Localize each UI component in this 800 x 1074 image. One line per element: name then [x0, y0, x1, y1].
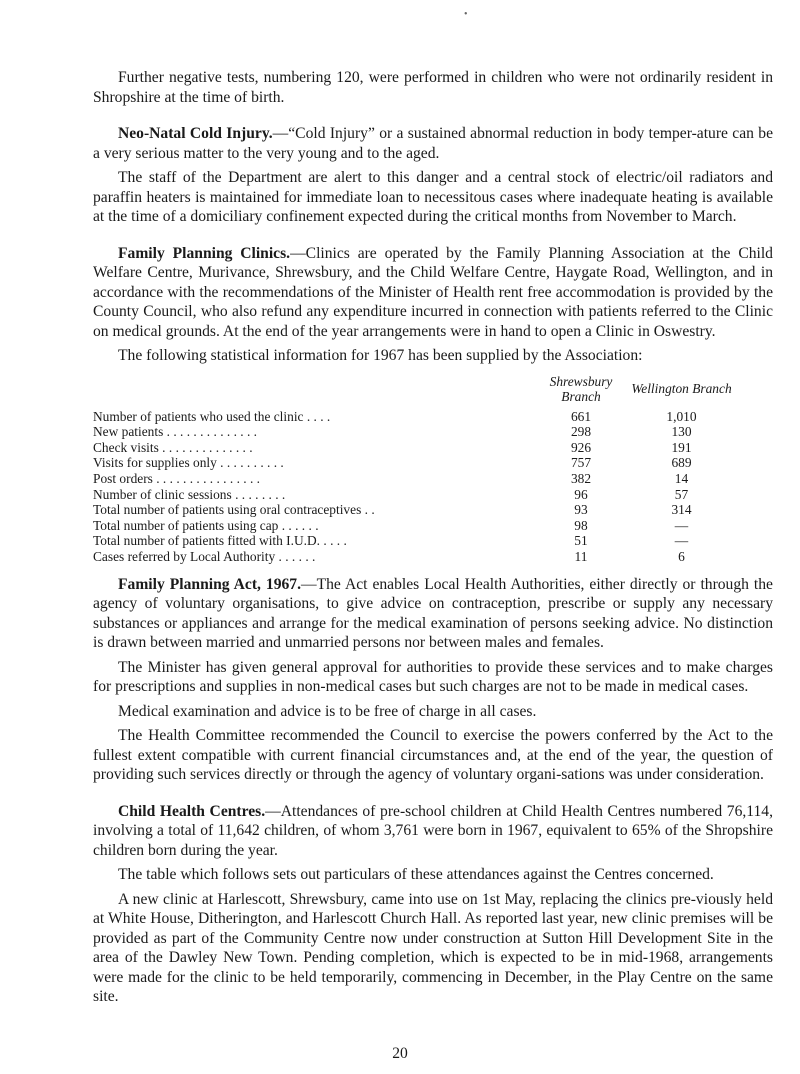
value-wellington: — [674, 533, 689, 549]
col-header-wellington: Wellington Branch [631, 381, 732, 397]
paragraph-act-4: The Health Committee recommended the Council to exercise the powers conferred by the Act to the fullest extent compatible with current financial circumstances and, at the end of the year, the question of providing such services directly or through the agency of voluntary organi-sations was under consideration. [93, 727, 773, 784]
value-shrewsbury: 51 [574, 533, 588, 549]
paragraph-centres-3: A new clinic at Harlescott, Shrewsbury, came into use on 1st May, replacing the clinics pre-viously held at White House, Ditherington, and Harlescott Church Hall. As reported last year, new clinic premises will be provided as part of the Community Centre now under construction at Sutton Hill Development Site in the area of the Dawley New Town. Pending completion, which is expected to be in mid-1968, arrangements were made for the clinic to be held temporarily, commencing in December, in the Play Centre on the same site. [93, 890, 773, 1006]
paragraph-act-3: Medical examination and advice is to be free of charge in all cases. [118, 702, 537, 720]
table-body [93, 409, 734, 565]
row-label: Check visits . . . . . . . . . . . . . . [93, 439, 253, 455]
value-shrewsbury: 93 [574, 502, 588, 518]
table-row [93, 409, 734, 425]
row-label: Total number of patients fitted with I.U.D. . . . . [93, 533, 347, 549]
row-label: Number of clinic sessions . . . . . . . . [93, 486, 286, 502]
value-shrewsbury: 98 [574, 517, 588, 533]
value-wellington: 57 [674, 486, 689, 502]
value-wellington: 6 [678, 549, 685, 565]
value-wellington: 191 [671, 439, 692, 455]
paragraph-centres-2: The table which follows sets out particulars of these attendances against the Centres concerned. [118, 866, 714, 884]
paragraph-act [93, 575, 773, 653]
col-header-shrewsbury: Shrewsbury Branch [549, 373, 613, 405]
value-wellington: 1,010 [666, 408, 697, 424]
paragraph-neonatal-2: The staff of the Department are alert to this danger and a central stock of electric/oil radiators and paraffin heaters is maintained for immediate loan to necessitous cases where inadequate heating is available at the time of a domiciliary confinement expected during the critical months from November to March. [93, 169, 773, 225]
table-header-row [93, 374, 734, 409]
page-number: 20 [392, 1045, 408, 1062]
row-label: Total number of patients using oral contraceptives . . [93, 502, 375, 518]
paragraph-centres [93, 802, 773, 861]
table-row [93, 502, 734, 518]
value-wellington: 314 [671, 502, 692, 518]
value-shrewsbury: 382 [570, 471, 592, 487]
value-wellington: 689 [671, 455, 692, 471]
centres-text: —Attendances of pre-school children at Child Health Centres numbered 76,114, involving a total of 11,642 children, of whom 3,761 were born in 1967, equivalent to 65% of the Shropshire children born during the year. [93, 802, 773, 859]
value-shrewsbury: 96 [574, 486, 588, 502]
table-row [93, 455, 734, 471]
value-shrewsbury: 757 [570, 455, 592, 471]
paragraph-clinics-intro: The following statistical information for 1967 has been supplied by the Association: [118, 347, 643, 364]
paragraph-negative-tests: Further negative tests, numbering 120, were performed in children who were not ordinarily resident in Shropshire at the time of birth. [93, 69, 773, 106]
paragraph-neonatal [93, 124, 773, 163]
act-text: —The Act enables Local Health Authorities, either directly or through the agency of voluntary organisations, to give advice on contraception, prescribe or supply any necessary substances or appliances and arrange for the medical examination of persons seeking advice. No distinction is drawn between married and unmarried persons nor between males and females. [93, 575, 773, 652]
value-shrewsbury: 926 [570, 439, 592, 455]
document-page [93, 68, 773, 1007]
value-shrewsbury: 661 [570, 408, 592, 424]
value-wellington: — [674, 517, 689, 533]
row-label: Cases referred by Local Authority . . . . . . [93, 549, 316, 565]
value-wellington: 130 [671, 424, 692, 440]
row-label: Post orders . . . . . . . . . . . . . . . . [93, 471, 261, 487]
table-row [93, 440, 734, 456]
table-row [93, 533, 734, 549]
heading-clinics: Family Planning Clinics. [118, 244, 291, 262]
row-label: New patients . . . . . . . . . . . . . . [93, 424, 258, 440]
paragraph-act-2: The Minister has given general approval for authorities to provide these services and to make charges for prescriptions and supplies in non-medical cases but such charges are not to be made in medical cases. [93, 658, 773, 696]
value-shrewsbury: 11 [574, 549, 588, 565]
table-row [93, 424, 734, 440]
table-row [93, 487, 734, 503]
value-shrewsbury: 298 [570, 424, 592, 440]
row-label: Visits for supplies only . . . . . . . . . . [93, 455, 284, 471]
heading-centres: Child Health Centres. [118, 802, 266, 820]
value-wellington: 14 [674, 471, 689, 487]
heading-act: Family Planning Act, 1967. [118, 575, 302, 593]
row-label: Total number of patients using cap . . . . . . [93, 517, 319, 533]
family-planning-stats-table [93, 374, 734, 565]
table-row [93, 518, 734, 534]
neonatal-text: —“Cold Injury” or a sustained abnormal reduction in body temper-ature can be a very serious matter to the very young and to the aged. [93, 125, 773, 162]
row-label: Number of patients who used the clinic . . . . [93, 408, 331, 424]
paragraph-clinics [93, 244, 773, 342]
clinics-text: —Clinics are operated by the Family Planning Association at the Child Welfare Centre, Murivance, Shrewsbury, and the Child Welfare Centre, Haygate Road, Wellington, and in accordance with the recommendations of the Minister of Health rent free accommodation is provided by the County Council, who also refund any expenditure incurred in connection with patients referred to the Clinic on medical grounds. At the end of the year arrangements were in hand to open a Clinic in Oswestry. [93, 244, 773, 340]
heading-neonatal: Neo-Natal Cold Injury. [118, 125, 273, 142]
table-row [93, 549, 734, 565]
print-speck: • [464, 9, 468, 20]
table-row [93, 471, 734, 487]
